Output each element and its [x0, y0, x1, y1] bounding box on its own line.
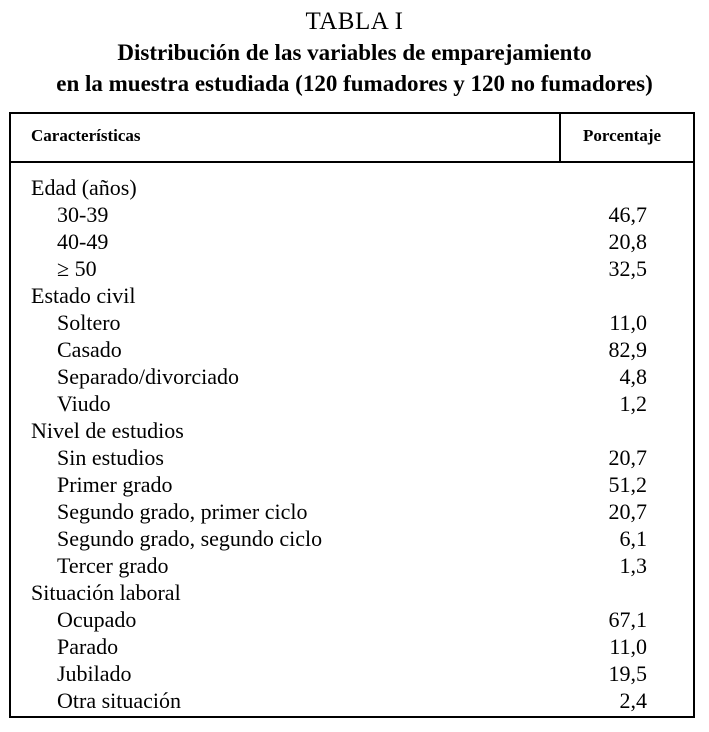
row-percentage: 1,3 — [619, 553, 647, 578]
table-row — [11, 228, 693, 255]
table-group-row — [11, 579, 693, 606]
row-label: Viudo — [57, 391, 111, 416]
row-label: Parado — [57, 634, 119, 659]
row-percentage: 6,1 — [619, 526, 647, 551]
row-percentage: 46,7 — [608, 202, 647, 227]
group-label: Estado civil — [31, 283, 136, 308]
header-column-divider — [559, 114, 561, 161]
row-percentage: 67,1 — [608, 607, 647, 632]
row-label: Separado/divorciado — [57, 364, 240, 389]
table-row — [11, 525, 693, 552]
table-label: TABLA I — [305, 8, 404, 35]
table-row — [11, 444, 693, 471]
row-label: ≥ 50 — [57, 256, 97, 281]
table-body — [11, 174, 693, 714]
row-label: Ocupado — [57, 607, 137, 632]
table-row — [11, 363, 693, 390]
row-percentage: 1,2 — [619, 391, 647, 416]
table-row — [11, 687, 693, 714]
row-label: Otra situación — [57, 688, 182, 713]
row-percentage: 4,8 — [619, 364, 647, 389]
table-row — [11, 552, 693, 579]
row-percentage: 19,5 — [608, 661, 647, 686]
column-header-characteristics: Características — [31, 126, 141, 145]
column-header-percentage: Porcentaje — [583, 126, 662, 145]
data-table — [9, 112, 695, 718]
group-label: Edad (años) — [31, 175, 137, 200]
group-label: Nivel de estudios — [31, 418, 184, 443]
row-label: 30-39 — [57, 202, 109, 227]
table-row — [11, 255, 693, 282]
row-percentage: 32,5 — [608, 256, 647, 281]
table-title-line-2: en la muestra estudiada (120 fumadores y 120 no fumadores) — [56, 71, 653, 96]
row-percentage: 82,9 — [608, 337, 647, 362]
row-label: Casado — [57, 337, 122, 362]
table-row — [11, 471, 693, 498]
table-row — [11, 309, 693, 336]
row-label: Soltero — [57, 310, 121, 335]
row-percentage: 20,7 — [608, 499, 647, 524]
table-group-row — [11, 417, 693, 444]
group-label: Situación laboral — [31, 580, 181, 605]
table-row — [11, 390, 693, 417]
table-group-row — [11, 174, 693, 201]
row-label: Segundo grado, segundo ciclo — [57, 526, 323, 551]
row-percentage: 2,4 — [619, 688, 647, 713]
row-label: Segundo grado, primer ciclo — [57, 499, 308, 524]
row-label: Tercer grado — [57, 553, 169, 578]
row-label: Sin estudios — [57, 445, 164, 470]
row-percentage: 11,0 — [609, 310, 647, 335]
row-percentage: 20,8 — [608, 229, 647, 254]
table-row — [11, 660, 693, 687]
row-label: Primer grado — [57, 472, 173, 497]
row-percentage: 20,7 — [608, 445, 647, 470]
table-row — [11, 336, 693, 363]
table-group-row — [11, 282, 693, 309]
row-percentage: 51,2 — [608, 472, 647, 497]
table-row — [11, 498, 693, 525]
table-row — [11, 606, 693, 633]
row-percentage: 11,0 — [609, 634, 647, 659]
table-title-line-1: Distribución de las variables de emparejamiento — [117, 40, 592, 65]
row-label: 40-49 — [57, 229, 109, 254]
row-label: Jubilado — [57, 661, 132, 686]
table-row — [11, 633, 693, 660]
table-row — [11, 201, 693, 228]
header-rule — [11, 161, 693, 163]
